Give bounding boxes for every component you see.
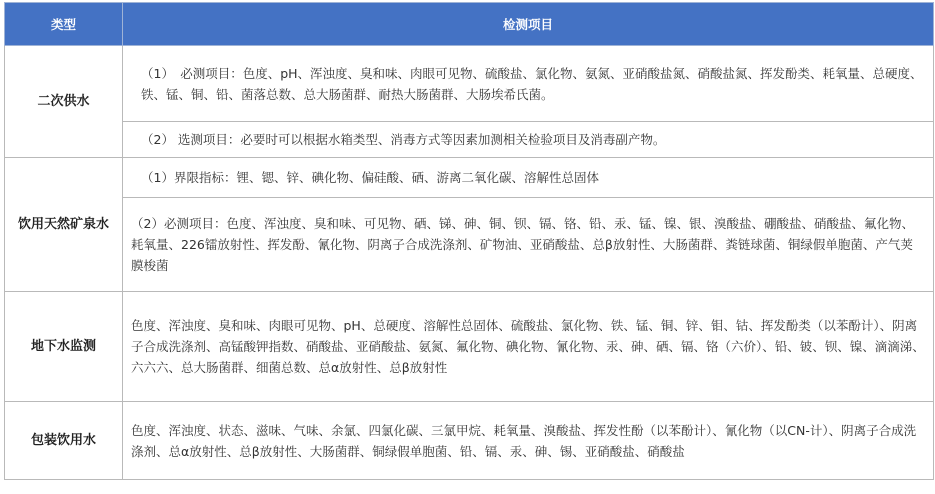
row-entry: 色度、浑浊度、状态、滋味、气味、余氯、四氯化碳、三氯甲烷、耗氧量、溴酸盐、挥发性酚（以苯酚计）、氰化物（以CN-计）、阴离子合成洗涤剂、总α放射性、总β放射性、大肠菌群、铜绿假单胞菌、铅、镉、汞、砷、锡、亚硝酸盐、硝酸盐: [123, 402, 934, 480]
header-test-items: 检测项目: [123, 3, 934, 46]
test-items-table-container: [4, 2, 933, 480]
table-row: [5, 292, 934, 402]
table-row: [5, 402, 934, 480]
test-items-table: [4, 2, 934, 480]
row-type-natural-mineral-water: 饮用天然矿泉水: [5, 158, 123, 292]
row-entry: （2）必测项目：色度、浑浊度、臭和味、可见物、硒、锑、砷、铜、钡、镉、铬、铅、汞、锰、镍、银、溴酸盐、硼酸盐、硝酸盐、氟化物、耗氧量、226镭放射性、挥发酚、氰化物、阴离子合成洗涤剂、矿物油、亚硝酸盐、总β放射性、大肠菌群、粪链球菌、铜绿假单胞菌、产气荚膜梭菌: [123, 198, 934, 292]
table-header-row: [5, 3, 934, 46]
row-entry: （1） 必测项目：色度、pH、浑浊度、臭和味、肉眼可见物、硫酸盐、氯化物、氨氮、亚硝酸盐氮、硝酸盐氮、挥发酚类、耗氧量、总硬度、铁、锰、铜、铅、菌落总数、总大肠菌群、耐热大肠菌群、大肠埃希氏菌。: [123, 46, 934, 122]
row-type-secondary-water-supply: 二次供水: [5, 46, 123, 158]
table-row: [5, 198, 934, 292]
row-type-groundwater-monitoring: 地下水监测: [5, 292, 123, 402]
table-row: [5, 158, 934, 198]
row-entry: 色度、浑浊度、臭和味、肉眼可见物、pH、总硬度、溶解性总固体、硫酸盐、氯化物、铁、锰、铜、锌、钼、钴、挥发酚类（以苯酚计）、阴离子合成洗涤剂、高锰酸钾指数、硝酸盐、亚硝酸盐、氨氮、氟化物、碘化物、氰化物、汞、砷、硒、镉、铬（六价）、铅、铍、钡、镍、滴滴涕、六六六、总大肠菌群、细菌总数、总α放射性、总β放射性: [123, 292, 934, 402]
row-type-packaged-drinking-water: 包装饮用水: [5, 402, 123, 480]
header-type: 类型: [5, 3, 123, 46]
row-entry: （2） 选测项目：必要时可以根据水箱类型、消毒方式等因素加测相关检验项目及消毒副产物。: [123, 122, 934, 158]
row-entry: （1）界限指标：锂、锶、锌、碘化物、偏硅酸、硒、游离二氧化碳、溶解性总固体: [123, 158, 934, 198]
table-row: [5, 46, 934, 122]
table-row: [5, 122, 934, 158]
